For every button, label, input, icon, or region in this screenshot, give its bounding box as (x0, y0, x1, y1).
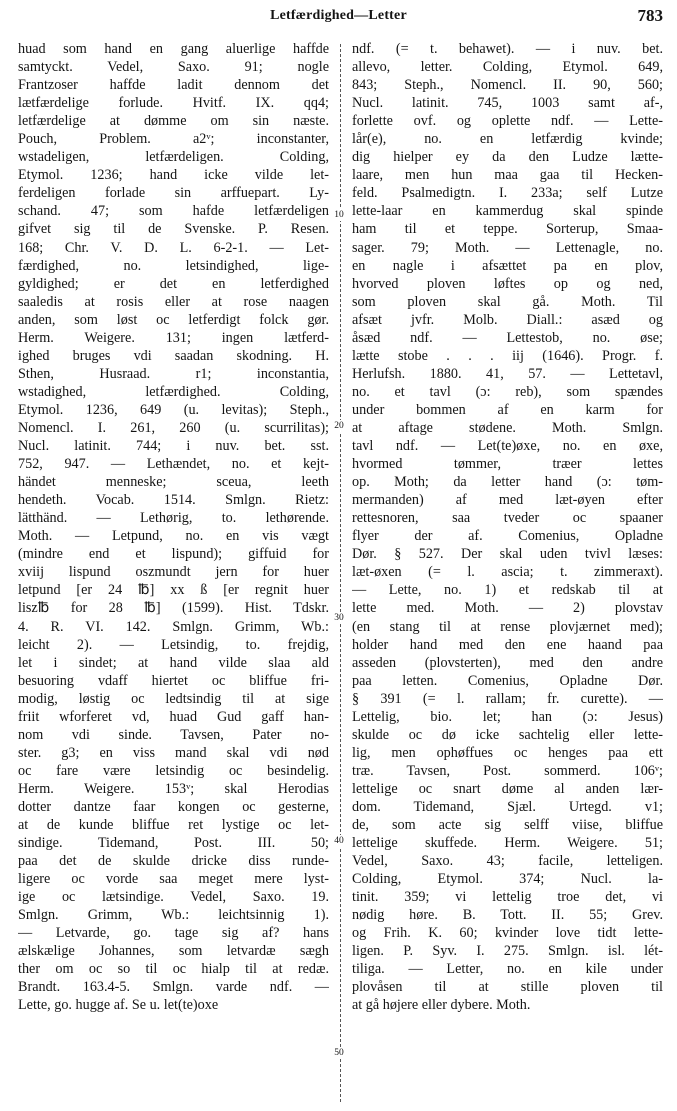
text-line: Herlufsh. 1880. 41, 57. — Lettetavl, (352, 365, 663, 382)
text-line: ælskælige Johannes, som letvardæ sægh (18, 943, 329, 960)
text-line: tinit. 359; vi lettelig troe det, vi (352, 889, 663, 906)
text-line: Frantzoser haffde ladit dennom det (18, 77, 329, 94)
page-number: 783 (637, 6, 663, 25)
line-number: 50 (329, 1047, 349, 1059)
text-line: feld. Psalmedigtn. I. 233a; self Lutze (352, 185, 663, 202)
text-line: Etymol. 1236, 649 (u. levitas); Steph., (18, 401, 329, 418)
text-line: holder hand med den ene haand paa (352, 636, 663, 653)
text-line: ige oc lætsindige. Vedel, Saxo. 19. (18, 889, 329, 906)
text-line: Smlgn. Grimm, Wb.: leichtsinnig 1). (18, 907, 329, 924)
text-line: samtyckt. Vedel, Saxo. 91; nogle (18, 59, 329, 76)
text-line: Colding, Etymol. 374; Nucl. la- (352, 871, 663, 888)
text-line: 4. R. VI. 142. Smlgn. Grimm, Wb.: (18, 618, 329, 635)
text-line: lätthänd. — Lethørig, to. lethørende. (18, 510, 329, 527)
text-line: Pouch, Problem. a2ᵛ; inconstanter, (18, 131, 329, 148)
text-line: Herm. Weigere. 131; ingen lætferd- (18, 329, 329, 346)
text-line: Nomencl. I. 261, 260 (u. scurrilitas); (18, 419, 329, 436)
text-line: Nucl. latinit. 744; i nuv. bet. sst. (18, 438, 329, 455)
line-number: 10 (329, 209, 349, 221)
text-line: skulde oc dø icke sachtelig eller lette- (352, 726, 663, 743)
text-line: forlette ovf. og oplette ndf. — Lette- (352, 113, 663, 130)
line-number: 20 (329, 420, 349, 432)
running-title: Letfærdighed—Letter (270, 8, 407, 23)
text-line: sager. 79; Moth. — Lettenagle, no. (352, 239, 663, 256)
text-line: ster. g3; en viss mand skal vdi nød (18, 744, 329, 761)
text-line: lette med. Moth. — 2) plovstav (352, 600, 663, 617)
text-line: at aftage stødene. Moth. Smlgn. (352, 419, 663, 436)
text-line: ndf. (= t. behawet). — i nuv. bet. (352, 41, 663, 57)
text-line: besuoring vdaff hiertet oc bliffue fri- (18, 672, 329, 689)
text-line: Dør. § 527. Der skal uden tvivl læses: (352, 546, 663, 563)
text-line: allevo, letter. Colding, Etymol. 649, (352, 59, 663, 76)
text-line: 843; Steph., Nomencl. II. 90, 560; (352, 77, 663, 94)
text-line: Etymol. 1236; hand icke vilde let- (18, 167, 329, 184)
text-line: lætte stobe . . . iij (1646). Progr. f. (352, 347, 663, 364)
text-line: under bommen af en karm for (352, 401, 663, 418)
text-line: dom. Tidemand, Sjæl. Urtegd. v1; (352, 798, 663, 815)
text-line: huad som hand en gang aluerlige haffde (18, 41, 329, 57)
text-line: rettesnoren, saa tveder oc spaaner (352, 510, 663, 527)
text-line: hvormed tømmer, træer lettes (352, 456, 663, 473)
text-line: no. et tavl (ɔ: reb), som spændes (352, 383, 663, 400)
text-line: Herm. Weigere. 153ᵛ; skal Herodias (18, 780, 329, 797)
text-line: oc fare være letsindig oc besindelig. (18, 762, 329, 779)
text-line: nom vdi sinde. Tavsen, Pater no- (18, 726, 329, 743)
column-divider (340, 44, 341, 1102)
text-line: xviij lispund oszmundt jern for huer (18, 564, 329, 581)
text-line: ther om oc so til oc hialp til at redæ. (18, 961, 329, 978)
text-line: tiliga. — Letter, no. en kile under (352, 961, 663, 978)
text-line: lisz℔ for 28 ℔] (1599). Hist. Tdskr. (18, 600, 329, 617)
text-line: § 391 (= l. rallam; fr. curette). — (352, 690, 663, 707)
text-line: paa letten. Comenius, Opladne Dør. (352, 672, 663, 689)
text-line: plovåsen til at stille ploven til (352, 979, 663, 996)
text-line: (en stang til at rense plovjærnet med); (352, 618, 663, 635)
text-line: let i sindet; at hand vilde slaa ald (18, 654, 329, 671)
text-line: at gå højere eller dybere. Moth. (352, 997, 531, 1014)
text-line: Vedel, Saxo. 43; facile, letteligen. (352, 853, 663, 870)
text-line: lette-laar en kammerdug skal spinde (352, 203, 663, 220)
text-line: (mindre end et lispund); giffuid for (18, 546, 329, 563)
text-line: Lettelig, bio. let; han (ɔ: Jesus) (352, 708, 663, 725)
text-line: ferdeligen forlade sin arffuepart. Ly- (18, 185, 329, 202)
text-line: dotter dantze faar kongen oc gesterne, (18, 798, 329, 815)
text-line: ham til et teppe. Sorterup, Smaa- (352, 221, 663, 238)
text-line: tavl ndf. — Let(te)øxe, no. en øxe, (352, 438, 663, 455)
text-line: gyldighed; er det en letferdighed (18, 275, 329, 292)
text-line: — Lette, no. 1) et redskab til at (352, 582, 663, 599)
left-column (18, 40, 329, 1015)
text-line: Moth. — Letpund, no. en vis vægt (18, 528, 329, 545)
text-line: læt-øxen (= l. ascia; t. zimmeraxt). (352, 564, 663, 581)
text-line: asseden (plovsterten), med den andre (352, 654, 663, 671)
text-line: lettelige oc snart døme al anden lær- (352, 780, 663, 797)
text-line: saaledis at rosis eller at rose naagen (18, 293, 329, 310)
text-line: træ. Tavsen, Post. sommerd. 106ᵛ; (352, 762, 663, 779)
text-line: modig, løstig oc ledtsindig til at sige (18, 690, 329, 707)
text-line: Brandt. 163.4-5. Smlgn. varde ndf. — (18, 979, 329, 996)
text-line: ligen. P. Syv. I. 275. Smlgn. isl. lét- (352, 943, 663, 960)
line-number: 40 (329, 835, 349, 847)
text-line: ligere oc vorde saa meget mere lyst- (18, 871, 329, 888)
text-line: letpund [er 24 ℔] xx ß [er regnit huer (18, 582, 329, 599)
text-line: afsæt jvfr. Molb. Diall.: asæd og (352, 311, 663, 328)
text-line: paa det de skulde dricke diss runde- (18, 853, 329, 870)
text-line: åsæd ndf. — Lettestob, no. øse; (352, 329, 663, 346)
text-line: lætfærdelige forlude. Hvitf. IX. qq4; (18, 95, 329, 112)
text-line: flyer der af. Comenius, Opladne (352, 528, 663, 545)
text-line: hendeth. Vocab. 1514. Smlgn. Rietz: (18, 492, 329, 509)
line-number: 30 (329, 612, 349, 624)
text-line: laare, men hun maa gaa til Hecken- (352, 167, 663, 184)
text-line: ighed bruges vdi saadan skodning. H. (18, 347, 329, 364)
text-line: friit wforferet vd, huad Gud gaff han- (18, 708, 329, 725)
text-line: og Frih. K. 60; kvinder love tidt lette- (352, 925, 663, 942)
right-column (352, 40, 663, 1015)
running-head (0, 6, 677, 28)
text-line: händet menneske; sceua, leeth (18, 474, 329, 491)
text-line: som ploven skal gå. Moth. Til (352, 293, 663, 310)
text-line: anden, som løst oc letferdigt folck gør. (18, 311, 329, 328)
text-line: leicht 2). — Letsindig, to. frejdig, (18, 636, 329, 653)
text-line: wstadighed, letfærdighed. Colding, (18, 383, 329, 400)
text-line: færdighed, no. letsindighed, lige- (18, 257, 329, 274)
text-line: en nagle i afsættet pa en plov, (352, 257, 663, 274)
text-line: de, som acte sig selff viise, bliffue (352, 817, 663, 834)
text-line: 168; Chr. V. D. L. 6-2-1. — Let- (18, 239, 329, 256)
text-line: schand. 47; som hafde letfærdeligen (18, 203, 329, 220)
text-line: mermanden) af med læt-øyen efter (352, 492, 663, 509)
text-line: lår(e), no. en letfærdig kvinde; (352, 131, 663, 148)
text-line: sindige. Tidemand, Post. III. 50; (18, 835, 329, 852)
text-line: letfærdelige at dømme om sin næste. (18, 113, 329, 130)
text-line: hvorved ploven løftes op og ned, (352, 275, 663, 292)
text-line: lettelige skuffede. Herm. Weigere. 51; (352, 835, 663, 852)
text-line: op. Moth; da letter hand (ɔ: tøm- (352, 474, 663, 491)
text-line: at de kunde bliffue ret lystige oc let- (18, 817, 329, 834)
text-line: lig, men ophøffues oc henges paa ett (352, 744, 663, 761)
text-line: 752, 947. — Lethændet, no. et kejt- (18, 456, 329, 473)
text-line: Lette, go. hugge af. Se u. let(te)oxe (18, 997, 219, 1014)
text-line: Sthen, Husraad. r1; inconstantia, (18, 365, 329, 382)
text-line: gifvet sig til de Svenske. P. Resen. (18, 221, 329, 238)
text-line: wstadeligen, letfærdeligen. Colding, (18, 149, 329, 166)
text-line: — Letvarde, go. tage sig af? hans (18, 925, 329, 942)
text-line: nødig høre. B. Tott. II. 55; Grev. (352, 907, 663, 924)
text-line: Nucl. latinit. 745, 1003 samt af-, (352, 95, 663, 112)
text-line: dig hielper ey da den Ludze lætte- (352, 149, 663, 166)
